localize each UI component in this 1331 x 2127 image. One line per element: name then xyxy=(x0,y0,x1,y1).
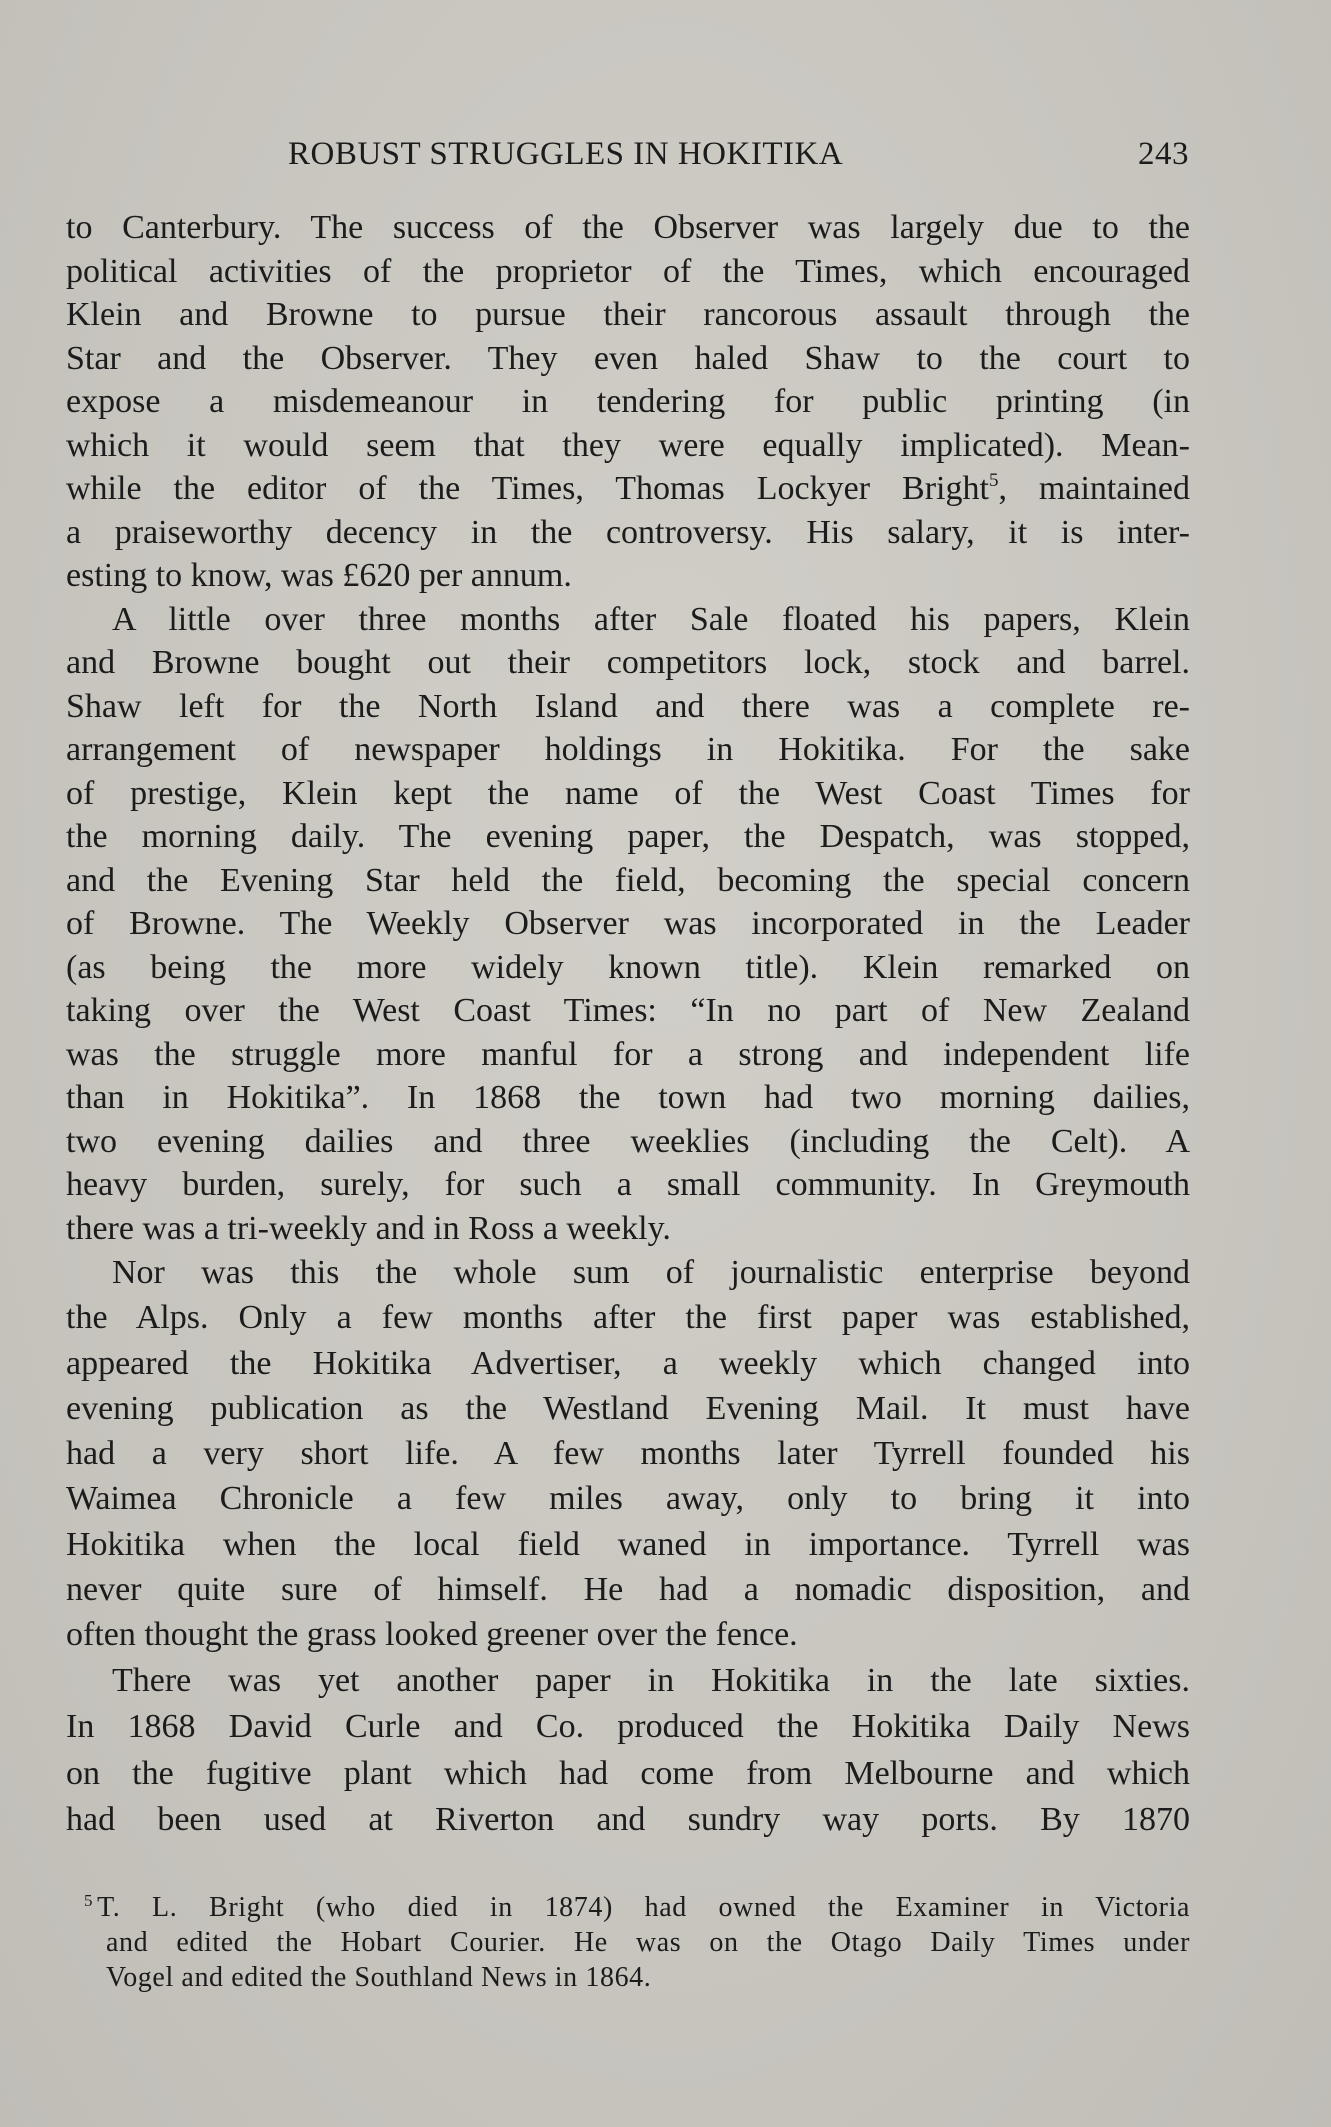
running-title: ROBUST STRUGGLES IN HOKITIKA xyxy=(288,136,844,172)
text-line-tail: , maintained xyxy=(998,470,1190,507)
text-line: There was yet another paper in Hokitika in the late sixties. xyxy=(112,1661,1190,1699)
text-line: political activities of the proprietor of the Times, which encouraged xyxy=(66,252,1190,290)
text-line-with-footnote-ref xyxy=(66,467,1190,511)
footnote-line: and edited the Hobart Courier. He was on the Otago Daily Times under xyxy=(106,1927,1190,1958)
running-head xyxy=(0,136,1331,176)
text-line: (as being the more widely known title). Klein remarked on xyxy=(66,948,1190,986)
footnote-line: Vogel and edited the Southland News in 1864. xyxy=(106,1962,652,1993)
text-line: esting to know, was £620 per annum. xyxy=(66,557,572,594)
text-line: was the struggle more manful for a strong and independent life xyxy=(66,1035,1190,1073)
text-line: Waimea Chronicle a few miles away, only to bring it into xyxy=(66,1480,1190,1518)
text-line: Star and the Observer. They even haled Shaw to the court to xyxy=(66,339,1190,377)
text-line: two evening dailies and three weeklies (including the Celt). A xyxy=(66,1122,1190,1160)
text-line-head: while the editor of the Times, Thomas Lockyer Bright xyxy=(66,470,989,507)
text-line: than in Hokitika”. In 1868 the town had two morning dailies, xyxy=(66,1079,1190,1116)
paragraph-1 xyxy=(66,206,1190,598)
paragraph-2 xyxy=(66,598,1190,1251)
text-line: the Alps. Only a few months after the first paper was established, xyxy=(66,1299,1190,1337)
footnote-mark: 5 xyxy=(84,1891,94,1910)
text-line: and the Evening Star held the field, becoming the special concern xyxy=(66,861,1190,899)
text-line: A little over three months after Sale floated his papers, Klein xyxy=(112,600,1190,638)
text-line: taking over the West Coast Times: “In no part of New Zealand xyxy=(66,992,1190,1029)
text-line: had been used at Riverton and sundry way ports. By 1870 xyxy=(66,1801,1190,1839)
footnote-reference[interactable]: 5 xyxy=(988,470,999,491)
text-line: In 1868 David Curle and Co. produced the Hokitika Daily News xyxy=(66,1708,1190,1746)
text-line: the morning daily. The evening paper, the Despatch, was stopped, xyxy=(66,818,1190,855)
footnote-text: T. L. Bright (who died in 1874) had owned the Examiner in Victoria xyxy=(97,1892,1190,1923)
text-line: Shaw left for the North Island and there was a complete re- xyxy=(66,687,1190,725)
text-line: arrangement of newspaper holdings in Hokitika. For the sake xyxy=(66,731,1190,768)
text-line: Klein and Browne to pursue their rancorous assault through the xyxy=(66,296,1190,333)
body-text xyxy=(66,206,1190,1844)
paragraph-3 xyxy=(66,1250,1190,1658)
text-line: which it would seem that they were equally implicated). Mean- xyxy=(66,426,1190,464)
text-line: of prestige, Klein kept the name of the West Coast Times for xyxy=(66,774,1190,812)
footnote xyxy=(84,1890,1190,1995)
text-line: had a very short life. A few months later Tyrrell founded his xyxy=(66,1435,1190,1473)
text-line: and Browne bought out their competitors lock, stock and barrel. xyxy=(66,644,1190,681)
page-number: 243 xyxy=(1138,136,1189,172)
paragraph-4 xyxy=(66,1658,1190,1844)
text-line: evening publication as the Westland Evening Mail. It must have xyxy=(66,1389,1190,1427)
text-line: Nor was this the whole sum of journalistic enterprise beyond xyxy=(112,1254,1190,1291)
text-line: to Canterbury. The success of the Observer was largely due to the xyxy=(66,209,1190,246)
text-line: there was a tri-weekly and in Ross a weekly. xyxy=(66,1209,671,1247)
text-line: heavy burden, surely, for such a small community. In Greymouth xyxy=(66,1166,1190,1203)
footnote-line xyxy=(84,1890,1190,1925)
text-line: expose a misdemeanour in tendering for public printing (in xyxy=(66,383,1190,420)
text-line: on the fugitive plant which had come from Melbourne and which xyxy=(66,1754,1190,1792)
text-line: of Browne. The Weekly Observer was incorporated in the Leader xyxy=(66,905,1190,942)
text-line: Hokitika when the local field waned in importance. Tyrrell was xyxy=(66,1525,1190,1563)
text-line: appeared the Hokitika Advertiser, a weekly which changed into xyxy=(66,1344,1190,1382)
text-line: a praiseworthy decency in the controversy. His salary, it is inter- xyxy=(66,513,1190,551)
text-line: often thought the grass looked greener over the fence. xyxy=(66,1616,798,1654)
text-line: never quite sure of himself. He had a nomadic disposition, and xyxy=(66,1571,1190,1609)
